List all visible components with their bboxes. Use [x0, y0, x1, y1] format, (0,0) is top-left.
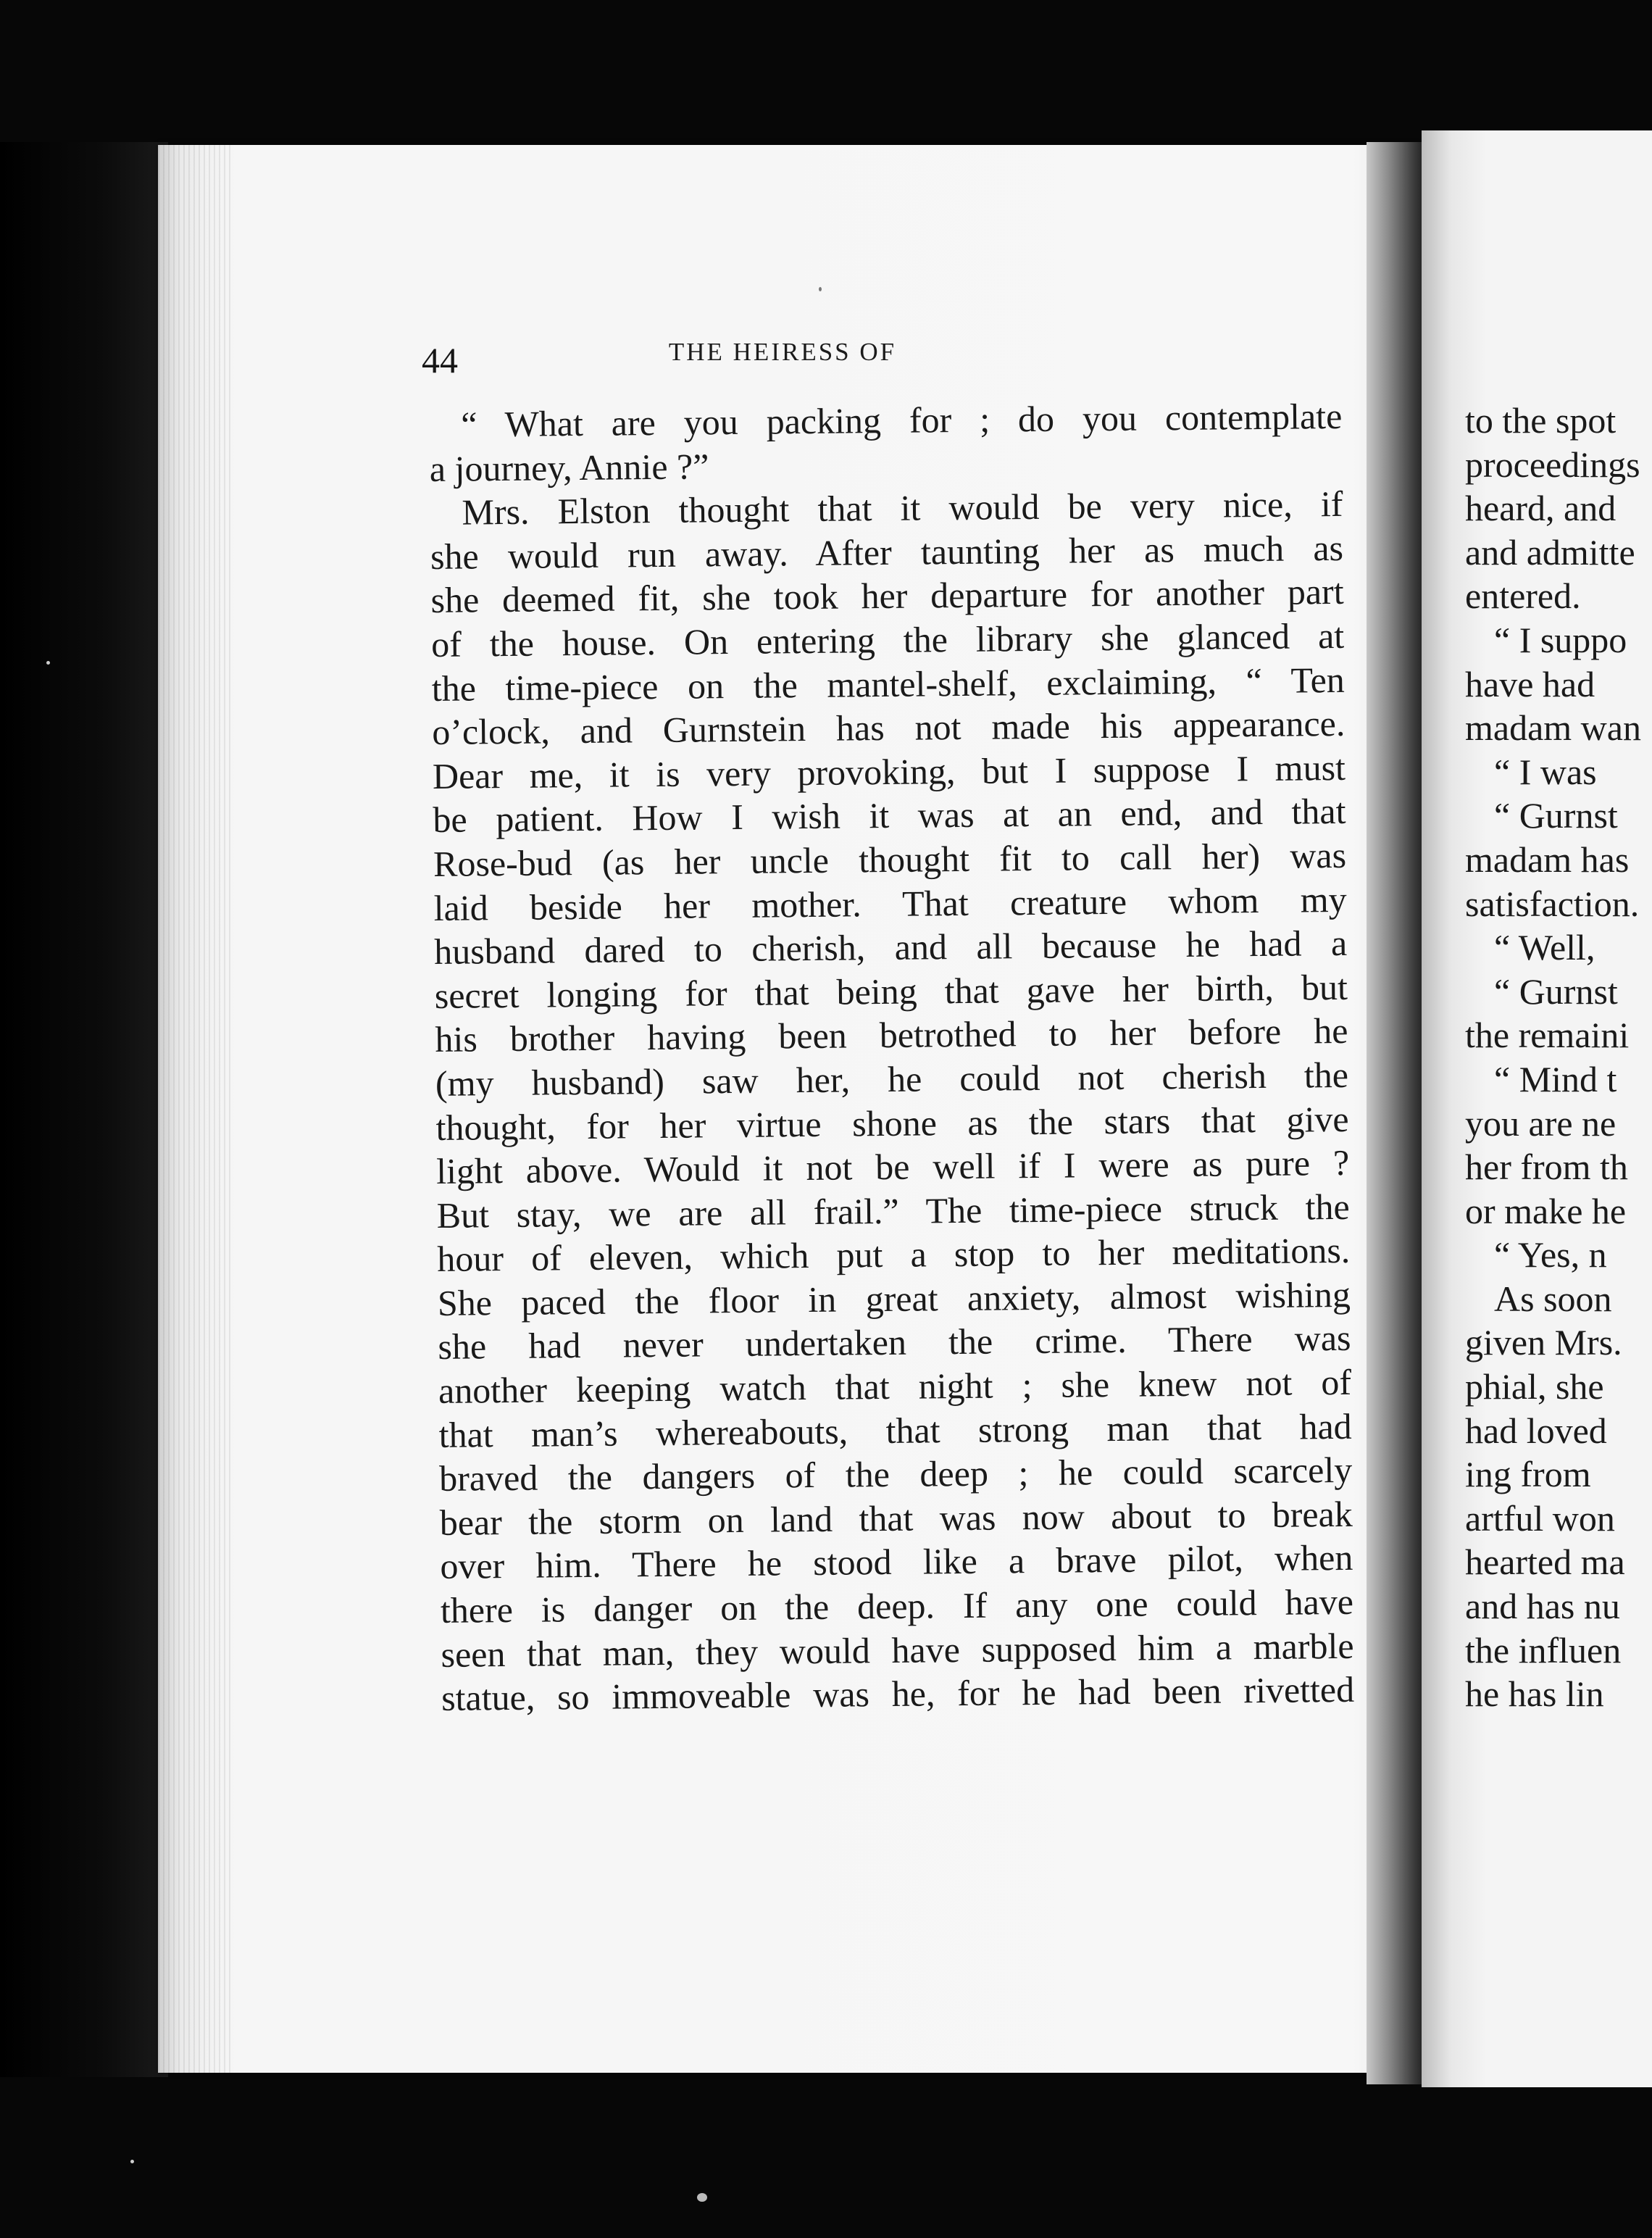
- text-line: seen that man, they would have supposed him a marble: [441, 1625, 1354, 1675]
- right-page-text-line: given Mrs.: [1465, 1322, 1622, 1363]
- right-page-text-line: to the spot: [1465, 400, 1616, 441]
- right-page-text-line: the influen: [1465, 1629, 1622, 1671]
- right-page-text-line: and has nu: [1465, 1586, 1620, 1627]
- running-head: THE HEIRESS OF: [668, 338, 897, 366]
- book-gutter: [1367, 142, 1430, 2084]
- right-page-text-line: heard, and: [1465, 488, 1616, 529]
- text-line: light above. Would it not be well if I were as pure ?: [435, 1141, 1350, 1192]
- text-line: braved the dangers of the deep ; he could scarcely: [438, 1449, 1353, 1499]
- text-line: thought, for her virtue shone as the stars that give: [435, 1098, 1349, 1148]
- text-line: there is danger on the deep. If any one could have: [440, 1581, 1354, 1631]
- dust-speck: [819, 287, 822, 291]
- text-line: husband dared to cherish, and all because he had a: [433, 922, 1348, 973]
- text-line: the time-piece on the mantel-shelf, exclaiming, “ Ten: [431, 659, 1345, 709]
- right-page-text-line: “ Well,: [1494, 927, 1595, 968]
- right-page-text-line: you are ne: [1465, 1102, 1616, 1144]
- right-page-text-line: “ Mind t: [1494, 1058, 1617, 1099]
- text-line: she would run away. After taunting her as much as: [430, 527, 1344, 577]
- right-page-text-line: have had: [1465, 663, 1595, 704]
- right-page-body-text: [1465, 399, 1652, 1716]
- right-page-text-line: “ Gurnst: [1494, 970, 1618, 1012]
- dust-speck: [46, 661, 50, 665]
- text-line: “ What are you packing for ; do you contemplate: [461, 395, 1343, 445]
- text-line: secret longing for that being that gave her birth, but: [434, 966, 1348, 1016]
- text-line: hour of eleven, which put a stop to her meditations.: [437, 1230, 1351, 1280]
- dust-speck: [130, 2160, 134, 2163]
- right-page-text-line: “ Gurnst: [1494, 795, 1618, 836]
- text-line: that man’s whereabouts, that strong man that had: [438, 1405, 1352, 1455]
- right-page-text-line: “ I suppo: [1494, 619, 1627, 660]
- right-page-text-line: the remaini: [1465, 1015, 1630, 1056]
- dust-speck: [697, 2193, 707, 2202]
- text-line: his brother having been betrothed to her before he: [435, 1010, 1348, 1060]
- text-line: (my husband) saw her, he could not cherish the: [435, 1054, 1349, 1104]
- text-line: of the house. On entering the library she glanced at: [430, 615, 1345, 665]
- page-number: 44: [422, 340, 458, 380]
- text-line: She paced the floor in great anxiety, almost wishing: [437, 1273, 1351, 1323]
- right-page-text-line: phial, she: [1465, 1366, 1604, 1407]
- left-page-body-text: [429, 394, 1354, 1721]
- right-page-text-line: artful won: [1465, 1497, 1615, 1539]
- text-line: over him. There he stood like a brave pilot, when: [440, 1537, 1353, 1587]
- page-stack-edge: [158, 145, 230, 2073]
- text-line: bear the storm on land that was now about to break: [439, 1493, 1353, 1543]
- right-page-text-line: had loved: [1465, 1410, 1607, 1451]
- text-line: o’clock, and Gurnstein has not made his appearance.: [432, 703, 1346, 753]
- text-line: laid beside her mother. That creature whom my: [433, 878, 1347, 928]
- text-line: another keeping watch that night ; she knew not of: [438, 1361, 1352, 1411]
- right-page-text-line: As soon: [1494, 1278, 1612, 1319]
- right-page-text-line: and admitte: [1465, 531, 1635, 573]
- scan-background-edge: [0, 142, 168, 2077]
- right-page-text-line: madam has: [1465, 839, 1630, 880]
- right-page-text-line: entered.: [1465, 575, 1581, 617]
- text-line: be patient. How I wish it was at an end, and that: [433, 791, 1346, 841]
- text-line: she deemed fit, she took her departure for another part: [430, 571, 1344, 621]
- right-page-text-line: ing from: [1465, 1454, 1591, 1495]
- right-page-text-line: satisfaction.: [1465, 883, 1640, 924]
- right-page-text-line: madam wan: [1465, 707, 1641, 749]
- right-page-text-line: her from th: [1465, 1147, 1628, 1188]
- right-page-text-line: hearted ma: [1465, 1542, 1625, 1583]
- text-line: But stay, we are all frail.” The time-piece struck the: [436, 1186, 1350, 1236]
- text-line: Rose-bud (as her uncle thought fit to call her) was: [433, 834, 1347, 884]
- text-line: Dear me, it is very provoking, but I suppose I must: [432, 746, 1346, 796]
- right-page-text-line: proceedings: [1465, 444, 1640, 485]
- text-line: a journey, Annie ?”: [429, 445, 709, 489]
- text-line: Mrs. Elston thought that it would be very nice, if: [462, 483, 1343, 533]
- right-page-text-line: he has lin: [1465, 1673, 1604, 1715]
- text-line: statue, so immoveable was he, for he had been rivetted: [441, 1669, 1355, 1719]
- right-page-text-line: “ Yes, n: [1494, 1234, 1607, 1276]
- text-line: she had never undertaken the crime. There was: [438, 1318, 1351, 1368]
- right-page-text-line: “ I was: [1494, 751, 1597, 792]
- right-page-text-line: or make he: [1465, 1190, 1627, 1231]
